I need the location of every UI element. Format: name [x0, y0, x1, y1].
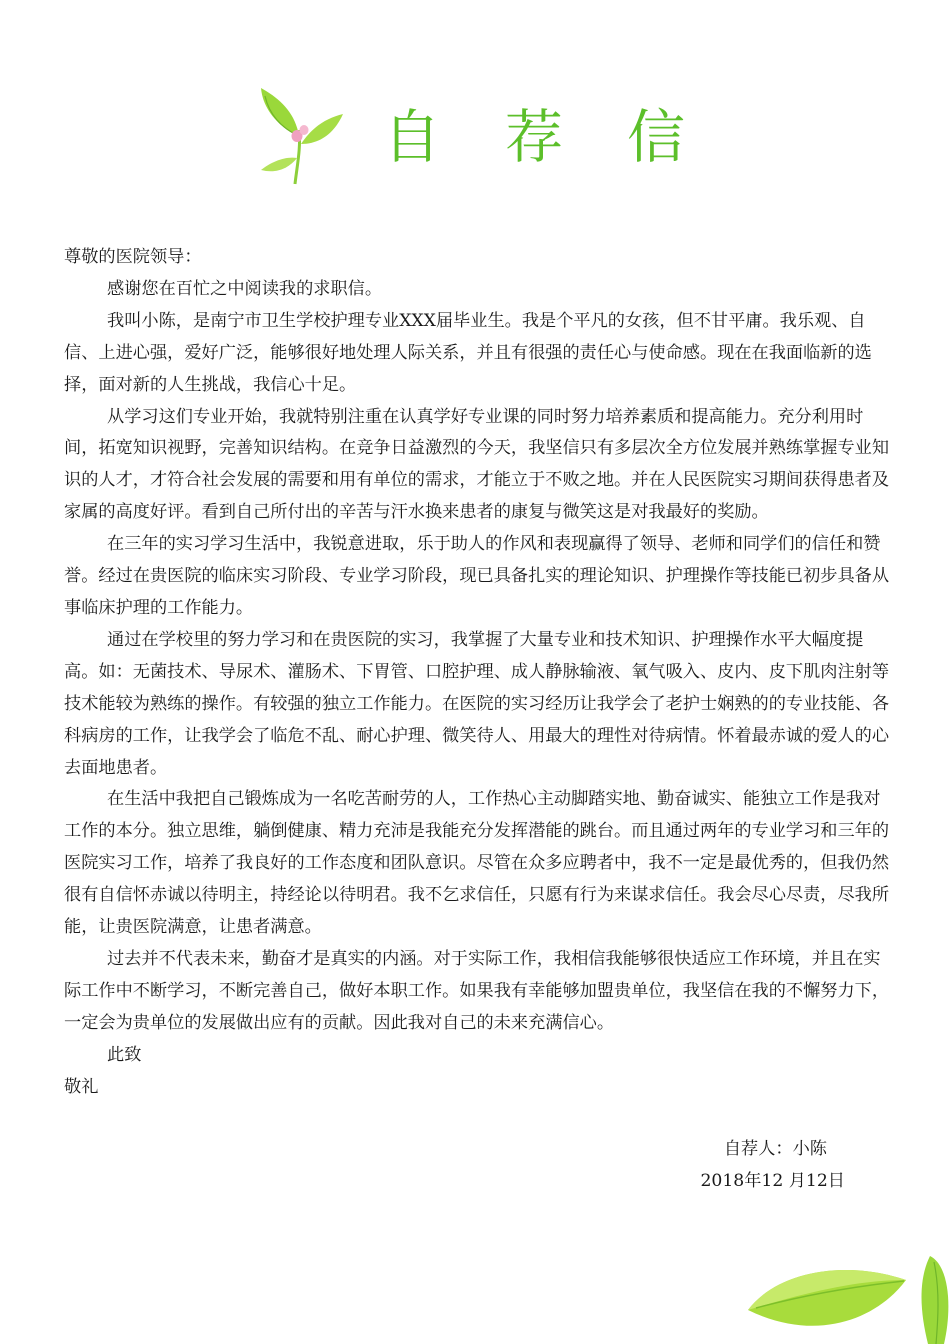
letter-header	[0, 80, 950, 190]
salutation: 尊敬的医院领导：	[64, 247, 202, 267]
signature: 自荐人：小陈	[723, 1139, 827, 1159]
leaves-decoration	[738, 1240, 950, 1344]
closing-line: 此致	[107, 1044, 142, 1065]
paragraph: 我叫小陈，是南宁市卫生学校护理专业XXX届毕业生。我是个平凡的女孩，但不甘平庸。我乐观、自信、上进心强，爱好广泛，能够很好地处理人际关系，并且有很强的责任心与使命感。现在在我面临新的选择，面对新的人生挑战，我信心十足。	[64, 310, 872, 395]
page-title: 自荐信	[383, 103, 750, 171]
regards-line: 敬礼	[64, 1076, 99, 1097]
letter-body	[64, 242, 890, 1103]
letter-date: 2018年12 月12日	[700, 1171, 845, 1191]
paragraph: 在三年的实习学习生活中，我锐意进取，乐于助人的作风和表现赢得了领导、老师和同学们的信任和赞誉。经过在贵医院的临床实习阶段、专业学习阶段，现已具备扎实的理论知识、护理操作等技能已初步具备从事临床护理的工作能力。	[64, 534, 890, 618]
signature-block	[700, 1133, 845, 1197]
paragraph: 感谢您在百忙之中阅读我的求职信。	[107, 278, 383, 299]
paragraph: 过去并不代表未来，勤奋才是真实的内涵。对于实际工作，我相信我能够很快适应工作环境，并且在实际工作中不断学习，不断完善自己，做好本职工作。如果我有幸能够加盟贵单位，我坚信在我的不懈努力下，一定会为贵单位的发展做出应有的贡献。因此我对自己的未来充满信心。	[64, 948, 890, 1033]
paragraph: 从学习这们专业开始，我就特别注重在认真学好专业课的同时努力培养素质和提高能力。充分利用时间，拓宽知识视野，完善知识结构。在竞争日益激烈的今天，我坚信只有多层次全方位发展并熟练掌握专业知识的人才，才符合社会发展的需要和用有单位的需求，才能立于不败之地。并在人民医院实习期间获得患者及家属的高度好评。看到自己所付出的辛苦与汗水换来患者的康复与微笑这是对我最好的奖励。	[64, 406, 890, 523]
sprout-icon	[255, 86, 345, 186]
paragraph: 通过在学校里的努力学习和在贵医院的实习，我掌握了大量专业和技术知识、护理操作水平大幅度提高。如：无菌技术、导尿术、灌肠术、下胃管、口腔护理、成人静脉输液、氧气吸入、皮内、皮下肌肉注射等技术能较为熟练的操作。有较强的独立工作能力。在医院的实习经历让我学会了老护士娴熟的的专业技能、各科病房的工作，让我学会了临危不乱、耐心护理、微笑待人、用最大的理性对待病情。怀着最赤诚的爱人的心去面地患者。	[64, 629, 890, 778]
paragraph: 在生活中我把自己锻炼成为一名吃苦耐劳的人，工作热心主动脚踏实地、勤奋诚实、能独立工作是我对工作的本分。独立思维，躺倒健康、精力充沛是我能充分发挥潜能的跳台。而且通过两年的专业学习和三年的医院实习工作，培养了我良好的工作态度和团队意识。尽管在众多应聘者中，我不一定是最优秀的，但我仍然很有自信怀赤诚以待明主，持经论以待明君。我不乞求信任，只愿有行为来谋求信任。我会尽心尽责，尽我所能，让贵医院满意，让患者满意。	[64, 789, 890, 938]
